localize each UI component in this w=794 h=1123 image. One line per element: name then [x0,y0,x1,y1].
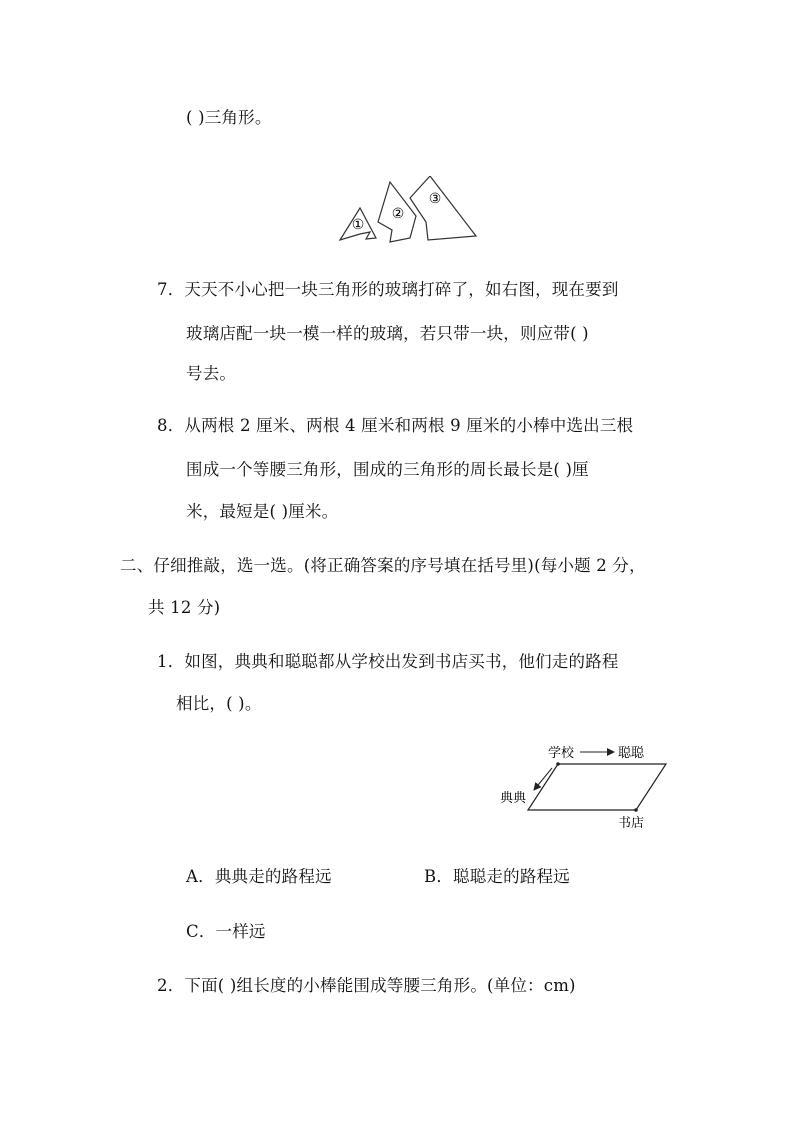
route-parallelogram [528,764,666,810]
school-label: 学校 [548,746,575,761]
q7-line-1: 7．天天不小心把一块三角形的玻璃打碎了，如右图，现在要到 [157,280,619,299]
q6-tail-text: ( )三角形。 [186,108,272,127]
glass-piece-3-label: ③ [428,191,442,207]
s2q1-option-c: C．一样远 [186,922,266,941]
section2-heading-line-2: 共 12 分) [148,598,221,617]
glass-piece-1-label: ① [351,217,365,233]
q7-line-3: 号去。 [186,364,237,383]
congcong-label: 聪聪 [618,746,645,761]
s2q1-option-b: B．聪聪走的路程远 [424,867,570,886]
glass-piece-3 [410,176,476,240]
glass-piece-2-label: ② [391,206,405,222]
s2q1-option-a: A．典典走的路程远 [186,867,332,886]
q7-line-2: 玻璃店配一块一模一样的玻璃，若只带一块，则应带( ) [186,324,589,343]
q8-line-1: 8．从两根 2 厘米、两根 4 厘米和两根 9 厘米的小棒中选出三根 [157,416,634,435]
bookstore-point [634,808,638,812]
q8-line-2: 围成一个等腰三角形，围成的三角形的周长最长是( )厘 [186,460,589,479]
route-figure [496,740,678,832]
diandian-label: 典典 [500,791,527,806]
section2-heading-line-1: 二、仔细推敲，选一选。(将正确答案的序号填在括号里)(每小题 2 分， [120,556,646,575]
s2q1-line-2: 相比，( )。 [176,694,262,713]
bookstore-label: 书店 [618,816,645,831]
s2q1-line-1: 1．如图，典典和聪聪都从学校出发到书店买书，他们走的路程 [157,652,619,671]
q8-line-3: 米，最短是( )厘米。 [186,502,339,521]
s2q2-line-1: 2．下面( )组长度的小棒能围成等腰三角形。(单位：cm) [157,976,576,995]
school-point [556,762,560,766]
broken-glass-figure [336,176,484,248]
